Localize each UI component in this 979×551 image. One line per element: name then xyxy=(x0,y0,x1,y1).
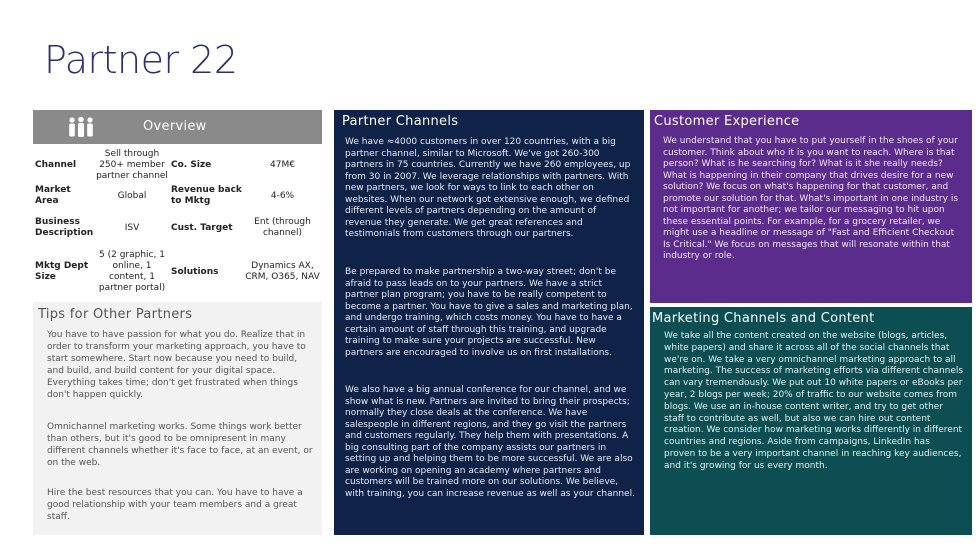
tips-paragraph: You have to have passion for what you do. Realize that in order to transform your marketing approach, you have to start somewhere. Start now because you need to build, and build, and build content for your digital space. Everything takes time; don't get frustrated when things don't happen quickly. xyxy=(47,330,306,400)
table-row xyxy=(33,247,322,297)
overview-title: Overview xyxy=(143,119,207,134)
row-label-2: Solutions xyxy=(171,266,219,277)
row-value-2: 47M€ xyxy=(270,159,295,170)
row-label-2: Co. Size xyxy=(171,159,212,170)
table-row xyxy=(33,209,322,247)
tips-title: Tips for Other Partners xyxy=(38,307,193,322)
row-value: ISV xyxy=(124,222,140,233)
row-value: Global xyxy=(117,190,147,201)
row-value: Sell through 250+ member partner channel xyxy=(96,148,168,181)
row-value: 5 (2 graphic, 1 online, 1 content, 1 partner portal) xyxy=(98,250,166,293)
marketing-channels-panel xyxy=(650,307,972,535)
row-label-2: Cust. Target xyxy=(171,222,233,233)
marketing-channels-title: Marketing Channels and Content xyxy=(652,311,875,326)
row-value-2: Ent (through channel) xyxy=(254,217,311,238)
partner-channels-paragraph: We also have a big annual conference for our channel, and we show what is new. Partners are invited to bring their prospects; normally they close deals at the conference. We have salespeople in different regions, and they go visit the partners and customers regularly. They help them with presentations. A big consulting part of the company assists our partners in setting up and helping them to be more successful. We are also are working on opening an academy where partners and customers will be trained more on our solutions. We believe, with training, you can increase revenue as well as your channel. xyxy=(345,385,635,499)
customer-experience-text: We understand that you have to put yourself in the shoes of your customer. Think about who it is you want to reach. Where is that person? What is he searching for? What is it she really needs? What is happening in their company that drives desire for a new solution? We focus on what's happening for that customer, and promote our solution for that. What's important in one industry is not important for another; we tailor our messaging to hit upon these essential points. For example, for a grocery retailer, we might use a headline or message of "Fast and Efficient Checkout Is Critical." We focus on messages that will resonate within that industry or role. xyxy=(663,136,959,261)
row-label: Mktg Dept Size xyxy=(35,261,89,282)
partner-channels-panel xyxy=(334,110,644,535)
page-title: Partner 22 xyxy=(44,38,238,82)
row-label-2: Revenue back to Mktg xyxy=(171,185,242,206)
table-row xyxy=(33,147,322,183)
table-row xyxy=(33,183,322,209)
overview-header xyxy=(33,110,322,144)
row-label: Channel xyxy=(35,159,77,170)
marketing-channels-text: We take all the content created on the website (blogs, articles, white papers) and share it across all of the social channels that we're on. We take a very omnichannel marketing approach to all marketing. The success of marketing efforts via different channels can vary tremendously. We put out 10 white papers or eBooks per year, 2 blogs per week; 20% of traffic to our website comes from blogs. We use an in-house content writer, and try to get other staff to contribute as well, but also we can hire out content creation. We consider how marketing works differently in different countries and regions. Aside from campaigns, LinkedIn has proven to be a very important channel in reaching key audiences, and it's growing for us every month. xyxy=(664,331,964,471)
tips-paragraph: Hire the best resources that you can. You have to have a good relationship with your team members and a great staff. xyxy=(47,488,303,522)
tips-paragraph: Omnichannel marketing works. Some things work better than others, but it's good to be omnipresent in many different channels whether it's face to face, at an event, or on the web. xyxy=(47,422,313,468)
customer-experience-panel xyxy=(650,110,972,303)
row-label: Market Area xyxy=(35,185,71,206)
partner-channels-title: Partner Channels xyxy=(342,114,459,129)
customer-experience-title: Customer Experience xyxy=(654,114,800,129)
row-value-2: 4-6% xyxy=(270,190,295,201)
partner-channels-paragraph: We have ≈4000 customers in over 120 countries, with a big partner channel, similar to Microsoft. We've got 260-300 partners in 75 countries. Currently we have 260 employees, up from 30 in 2007. We leverage relationships with partners. With new partners, we look for ways to link to each other on websites. When our network got extensive enough, we defined different levels of partners depending on the amount of revenue they generate. We get great references and testimonials from customers through our partners. xyxy=(345,137,631,239)
row-label: Business Description xyxy=(35,217,94,238)
row-value-2: Dynamics AX, CRM, O365, NAV xyxy=(245,261,320,282)
people-icon xyxy=(67,116,95,138)
tips-panel xyxy=(33,302,322,535)
partner-channels-paragraph: Be prepared to make partnership a two-way street; don't be afraid to pass leads on to your partners. We have a strict partner plan program; you have to be really competent to become a partner. You have to give a sales and marketing plan, and undergo training, which costs money. You have to have a certain amount of staff through this training, and upgrade training to make sure your projects are successful. New partners are encouraged to involve us on first installations. xyxy=(345,267,633,358)
